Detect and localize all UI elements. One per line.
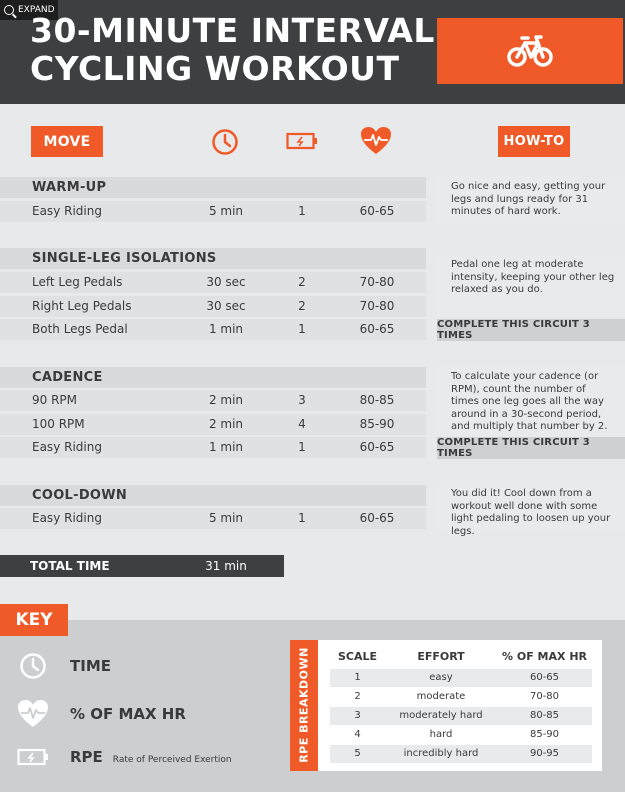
section-title: WARM-UP [32,180,107,195]
rpe-scale: 4 [354,729,361,740]
move-rpe: 1 [298,440,306,454]
circuit-note-single-leg: COMPLETE THIS CIRCUIT 3 TIMES [437,319,625,341]
rpe-header-effort: EFFORT [417,650,465,663]
circuit-note-cadence: COMPLETE THIS CIRCUIT 3 TIMES [437,437,625,459]
rpe-hr: 60-65 [529,672,560,683]
key-item-title: RPE [70,748,103,766]
move-hr: 60-65 [359,440,395,454]
title-line-1: 30-MINUTE INTERVAL [30,11,435,50]
section-title: SINGLE-LEG ISOLATIONS [32,251,217,266]
key-item-time [16,652,111,680]
move-name: Left Leg Pedals [32,275,123,289]
move-time: 5 min [208,204,244,218]
page-title [30,11,435,88]
rpe-scale: 1 [354,672,361,683]
move-name: Easy Riding [32,511,102,525]
rpe-scale: 5 [354,748,361,759]
rpe-header-scale: SCALE [337,650,378,663]
howto-text-cool-down: You did it! Cool down from a workout well done with some light pedaling to loosen up your legs. [437,484,625,530]
heart-rate-icon [359,125,393,157]
rpe-effort: easy [429,672,453,683]
rpe-row [330,688,592,706]
move-time: 1 min [208,322,244,336]
key-item-hr [16,699,186,729]
move-time: 1 min [208,440,244,454]
howto-label: HOW-TO [498,126,570,157]
rpe-effort: incredibly hard [403,748,479,759]
section-header-single-leg [0,248,426,269]
rpe-side-banner [290,640,318,771]
howto-text-single-leg: Pedal one leg at moderate intensity, keeping your other leg relaxed as you do. [437,255,625,318]
battery-icon [16,748,50,766]
key-label: KEY [0,604,68,636]
rpe-breakdown-card [290,640,602,771]
rpe-scale: 3 [354,710,361,721]
move-rpe: 1 [298,204,306,218]
rpe-side-label: RPE BREAKDOWN [297,647,311,763]
move-rpe: 2 [298,275,306,289]
magnify-icon [4,5,14,15]
bicycle-badge [437,18,623,84]
section-header-cadence [0,367,426,388]
rpe-hr: 90-95 [529,748,560,759]
rpe-row [330,669,592,687]
rpe-effort: hard [429,729,453,740]
rpe-row [330,707,592,725]
section-title: CADENCE [32,370,103,385]
rpe-hr: 80-85 [529,710,560,721]
move-rpe: 4 [298,417,306,431]
rpe-hr: 70-80 [529,691,560,702]
expand-label: EXPAND [18,5,55,15]
table-row [0,414,426,435]
table-row [0,272,426,293]
key-item-subtitle: Rate of Perceived Exertion [112,755,232,765]
move-time: 5 min [208,511,244,525]
move-hr: 60-65 [359,322,395,336]
table-row [0,437,426,458]
total-time-label: TOTAL TIME [30,559,110,573]
move-time: 30 sec [206,299,246,313]
move-hr: 85-90 [359,417,395,431]
header-banner [0,0,625,104]
table-row [0,296,426,317]
rpe-row [330,745,592,763]
move-name: Easy Riding [32,204,102,218]
move-rpe: 3 [298,393,306,407]
battery-icon [285,128,319,154]
move-hr: 80-85 [359,393,395,407]
key-item-rpe [16,746,232,768]
table-row [0,508,426,529]
bicycle-icon [506,33,554,69]
rpe-row [330,726,592,744]
move-rpe: 1 [298,511,306,525]
key-item-label: TIME [70,657,111,675]
move-hr: 70-80 [359,275,395,289]
section-title: COOL-DOWN [32,488,128,503]
rpe-header-hr: % OF MAX HR [502,650,587,663]
move-name: Easy Riding [32,440,102,454]
move-label: MOVE [31,126,103,157]
howto-text-warm-up: Go nice and easy, getting your legs and lungs ready for 31 minutes of hard work. [437,176,625,224]
key-item-label [70,748,232,766]
move-rpe: 1 [298,322,306,336]
move-name: Both Legs Pedal [32,322,128,336]
rpe-effort: moderately hard [399,710,483,721]
clock-icon [16,652,50,680]
move-time: 2 min [208,417,244,431]
table-row [0,319,426,340]
section-header-warm-up [0,177,426,198]
move-time: 2 min [208,393,244,407]
total-time-bar [0,555,284,577]
heart-rate-icon [16,699,50,729]
total-time-value: 31 min [205,559,247,573]
move-name: Right Leg Pedals [32,299,132,313]
move-rpe: 2 [298,299,306,313]
move-time: 30 sec [206,275,246,289]
move-hr: 70-80 [359,299,395,313]
table-row [0,390,426,411]
move-hr: 60-65 [359,511,395,525]
table-row [0,201,426,222]
clock-icon [209,126,241,158]
key-item-label: % OF MAX HR [70,705,186,723]
move-name: 90 RPM [32,393,78,407]
rpe-scale: 2 [354,691,361,702]
move-name: 100 RPM [32,417,85,431]
rpe-effort: moderate [416,691,466,702]
move-hr: 60-65 [359,204,395,218]
section-header-cool-down [0,485,426,506]
title-line-2: CYCLING WORKOUT [30,49,400,88]
rpe-hr: 85-90 [529,729,560,740]
howto-text-cadence: To calculate your cadence (or RPM), count the number of times one leg goes all the way around in a 30-second period, and multiply that number by 2. [437,366,625,437]
